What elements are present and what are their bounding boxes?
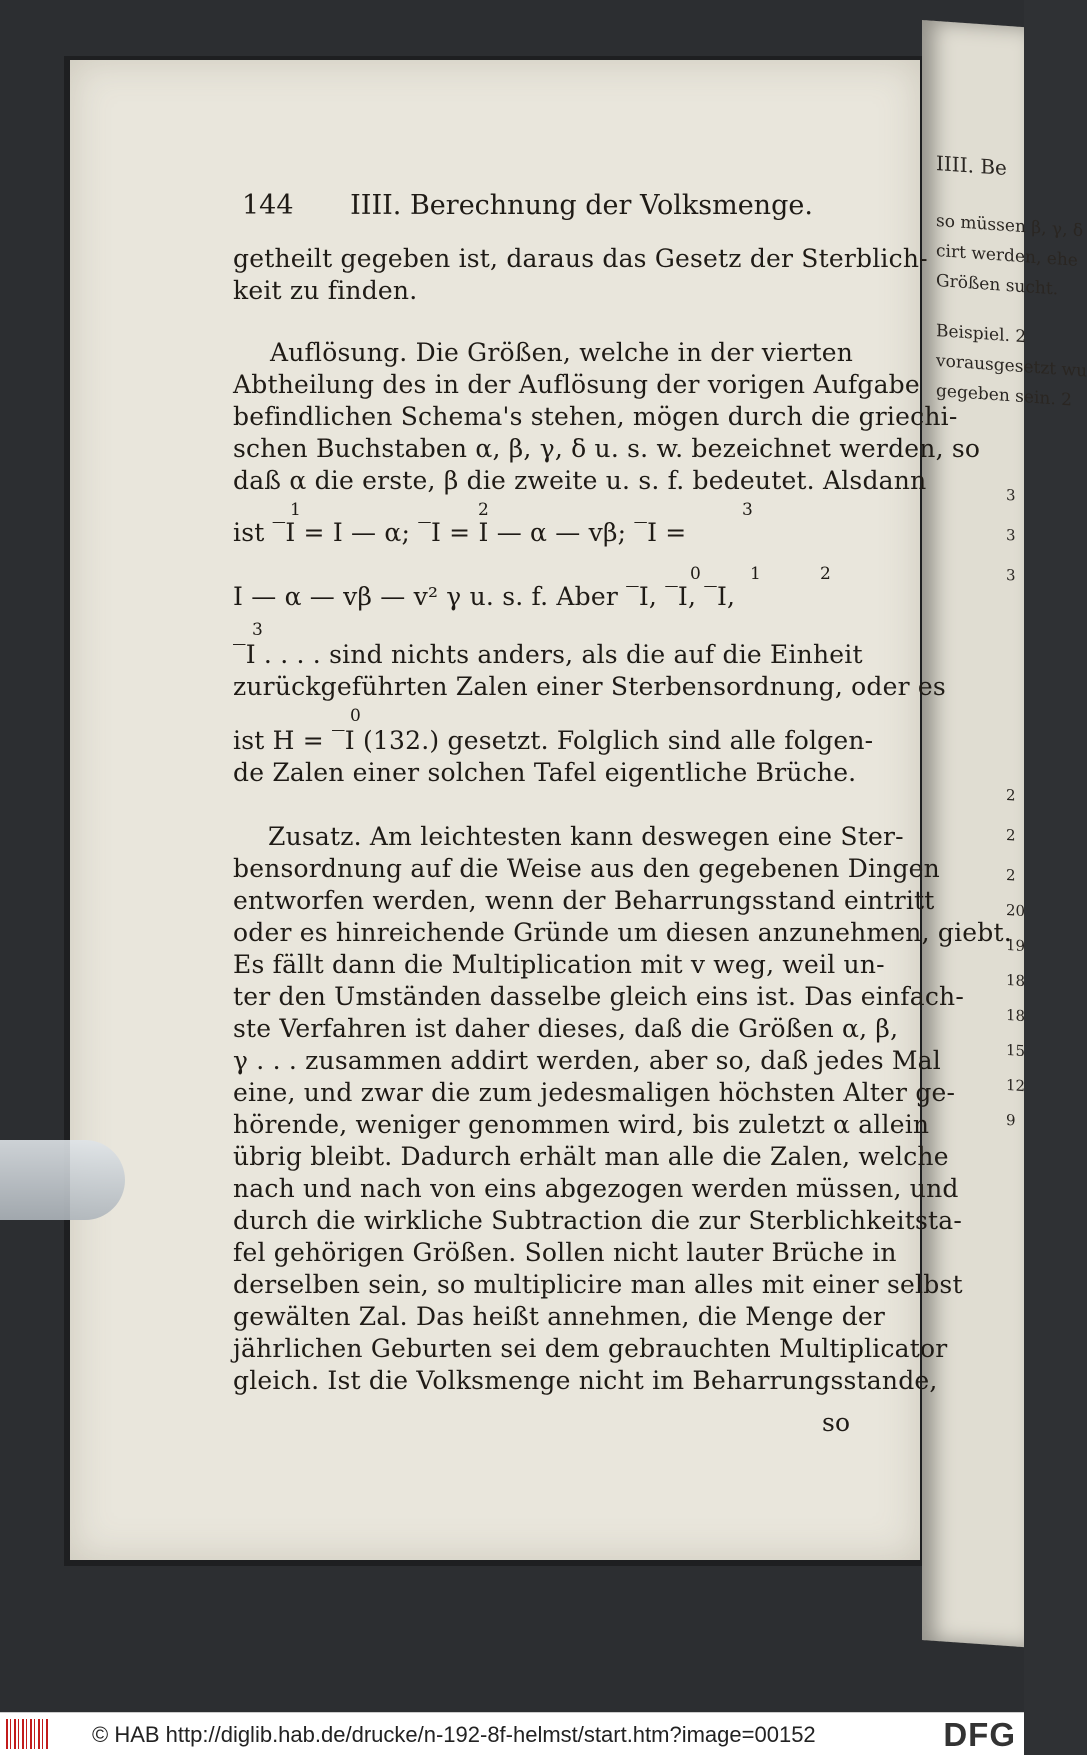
facing-page-number: 2 (1006, 865, 1016, 885)
facing-page-number: 19 (1006, 935, 1026, 956)
facing-page-line: Beispiel. 2 (936, 320, 1027, 348)
text-line: daß α die erste, β die zweite u. s. f. bedeutet. Alsdann (233, 466, 927, 495)
text-line: nach und nach von eins abgezogen werden müssen, und (233, 1174, 959, 1203)
facing-page-number: 2 (1006, 785, 1016, 805)
text-line: zurückgeführten Zalen einer Sterbensordnung, oder es (233, 672, 946, 701)
page-number: 144 (242, 190, 294, 221)
text-line: γ . . . zusammen addirt werden, aber so, daß jedes Mal (233, 1046, 941, 1075)
text-line: eine, und zwar die zum jedesmaligen höchsten Alter ge- (233, 1078, 956, 1107)
superscript-index: 2 (820, 564, 832, 584)
text-line: oder es hinreichende Gründe um diesen anzunehmen, giebt. (233, 918, 1012, 947)
text-line: getheilt gegeben ist, daraus das Gesetz der Sterblich- (233, 244, 928, 273)
catchword: so (822, 1408, 851, 1437)
text-line: jährlichen Geburten sei dem gebrauchten Multiplicator (233, 1334, 948, 1363)
text-line: Abtheilung des in der Auflösung der vorigen Aufgabe (233, 370, 920, 399)
facing-page-number: 2 (1006, 825, 1016, 845)
text-line: durch die wirkliche Subtraction die zur Sterblichkeitsta- (233, 1206, 962, 1235)
text-line: derselben sein, so multiplicire man alles mit einer selbst (233, 1270, 963, 1299)
superscript-index: 3 (742, 500, 754, 520)
text-line: fel gehörigen Größen. Sollen nicht lauter Brüche in (233, 1238, 897, 1267)
facing-page-number: 15 (1006, 1040, 1026, 1061)
facing-page-line: gegeben sein. 2 (936, 380, 1072, 411)
facing-page-number: 3 (1006, 565, 1016, 585)
facing-page-number: 18 (1006, 1005, 1026, 1026)
source-link[interactable]: © HAB http://diglib.hab.de/drucke/n-192-8f-helmst/start.htm?image=00152 (92, 1722, 816, 1747)
facing-page-line: cirt werden, ehe (936, 240, 1078, 271)
facing-page-line: Größen sucht. (936, 270, 1059, 300)
running-head-title: IIII. Berechnung der Volksmenge. (350, 190, 813, 221)
facing-page-line: vorausgesetzt wu (936, 350, 1087, 382)
facing-page-number: 3 (1006, 485, 1016, 505)
text-line: entworfen werden, wenn der Beharrungsstand eintritt (233, 886, 935, 915)
text-line: gleich. Ist die Volksmenge nicht im Beharrungsstande, (233, 1366, 938, 1395)
text-line: Es fällt dann die Multiplication mit v weg, weil un- (233, 950, 885, 979)
text-line: befindlichen Schema's stehen, mögen durch die griechi- (233, 402, 958, 431)
text-line: übrig bleibt. Dadurch erhält man alle die Zalen, welche (233, 1142, 949, 1171)
hab-barcode-icon (6, 1719, 48, 1749)
text-line: ste Verfahren ist daher dieses, daß die Größen α, β, (233, 1014, 899, 1043)
text-line: ist H = ‾I (132.) gesetzt. Folglich sind alle folgen- (233, 726, 874, 755)
text-line: gewälten Zal. Das heißt annehmen, die Menge der (233, 1302, 886, 1331)
formula-line: ist ‾I = I — α; ‾I = I — α — vβ; ‾I = (233, 518, 687, 547)
text-line: Zusatz. Am leichtesten kann deswegen eine Ster- (268, 822, 904, 851)
superscript-index: 0 (690, 564, 702, 584)
facing-page-number: 18 (1006, 970, 1026, 991)
facing-page-number: 9 (1006, 1110, 1016, 1130)
text-line: ter den Umständen dasselbe gleich eins ist. Das einfach- (233, 982, 964, 1011)
text-line: ‾I . . . . sind nichts anders, als die auf die Einheit (233, 640, 863, 669)
facing-page-number: 3 (1006, 525, 1016, 545)
facing-page (922, 20, 1087, 1647)
text-line: hörende, weniger genommen wird, bis zuletzt α allein (233, 1110, 930, 1139)
text-line: bensordnung auf die Weise aus den gegebenen Dingen (233, 854, 940, 883)
dfg-logo: DFG (943, 1716, 1016, 1753)
text-line: Auflösung. Die Größen, welche in der vierten (270, 338, 854, 367)
superscript-index: 0 (350, 706, 362, 726)
formula-line: I — α — vβ — v² γ u. s. f. Aber ‾I, ‾I, ‾I, (233, 582, 736, 611)
superscript-index: 1 (750, 564, 762, 584)
facing-page-number: 12 (1006, 1075, 1026, 1096)
facing-page-head: IIII. Be (936, 150, 1007, 180)
superscript-index: 1 (290, 500, 302, 520)
running-head (242, 190, 813, 221)
book-clamp (0, 1140, 125, 1220)
viewer-footer (0, 1712, 1024, 1755)
superscript-index: 2 (478, 500, 490, 520)
facing-page-line: so müssen β, γ, δ (936, 210, 1084, 242)
superscript-index: 3 (252, 620, 264, 640)
text-line: keit zu finden. (233, 276, 418, 305)
facing-page-number: 20 (1006, 900, 1026, 921)
text-line: schen Buchstaben α, β, γ, δ u. s. w. bezeichnet werden, so (233, 434, 981, 463)
text-line: de Zalen einer solchen Tafel eigentliche Brüche. (233, 758, 857, 787)
